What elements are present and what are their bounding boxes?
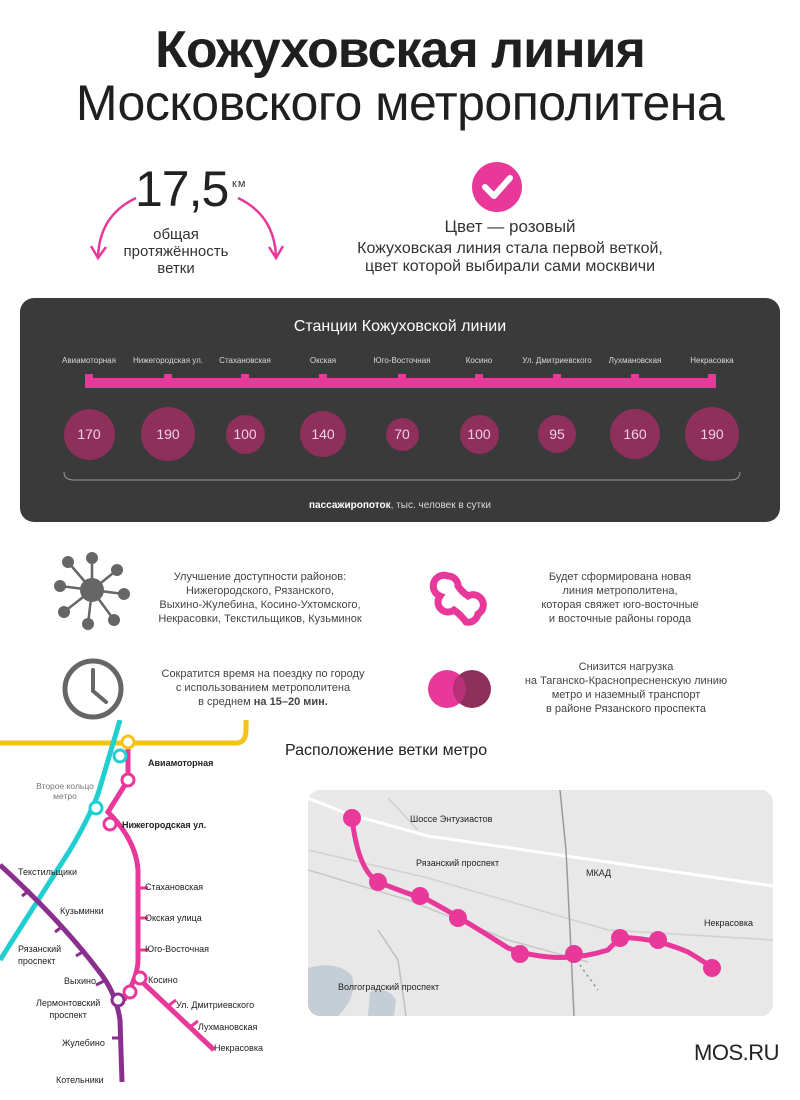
- passenger-flow-caption: пассажиропоток, тыс. человек в сутки: [308, 500, 492, 511]
- map-label-nekrasovka: Некрасовка: [704, 918, 753, 928]
- station-label: Окская: [309, 356, 337, 365]
- scheme-station-lukhmanovskaya: Лухмановская: [198, 1022, 258, 1032]
- feature-new-line: Будет сформирована новая линия метрополитена, которая свяжет юго-восточные и восточные районы города: [541, 571, 699, 625]
- map-label-shosse: Шоссе Энтузиастов: [410, 814, 493, 824]
- passenger-circle: [386, 418, 419, 451]
- scheme-station-dmitrievskogo: Ул. Дмитриевского: [176, 1000, 255, 1010]
- passenger-circle: [141, 407, 195, 461]
- mosru-logo: MOS.RU: [694, 1040, 779, 1065]
- color-title: Цвет — розовый: [444, 217, 576, 236]
- passenger-value: 70: [394, 426, 410, 442]
- stations-panel-title: Станции Кожуховской линии: [293, 318, 507, 335]
- passenger-circle: [226, 415, 265, 454]
- passenger-circle: [300, 411, 346, 457]
- station-label: Юго-Восточная: [373, 356, 431, 365]
- passenger-circle: [538, 415, 576, 453]
- station-label: Косино: [465, 356, 493, 365]
- passenger-circle: [64, 409, 115, 460]
- station-label: Нижегородская ул.: [132, 356, 204, 365]
- passenger-value: 140: [311, 426, 335, 442]
- checkmark-icon: [470, 160, 524, 214]
- bracket: [60, 470, 744, 490]
- scheme-station-aviamotornaya: Авиамоторная: [148, 758, 214, 768]
- feature-travel-time: Сократится время на поездку по городу с использованием метрополитена в среднем на 15–20 мин.: [161, 668, 365, 708]
- chain-link-icon: [428, 566, 496, 632]
- scheme-station-nizhegorodskaya: Нижегородская ул.: [122, 820, 207, 830]
- scheme-station-vykhino: Выхино: [64, 976, 96, 986]
- station-label: Лухмановская: [608, 356, 662, 365]
- overlap-circles-icon: [426, 668, 496, 710]
- location-map: [308, 790, 773, 1016]
- scheme-station-kotelniki: Котельники: [56, 1075, 104, 1085]
- passenger-value: 190: [700, 426, 724, 442]
- scheme-station-kosino: Косино: [148, 975, 178, 985]
- scheme-station-ryazansky: Рязанский проспект: [18, 944, 62, 966]
- line-bar: [80, 372, 720, 394]
- passenger-value: 190: [156, 426, 180, 442]
- map-label-ryazansky: Рязанский проспект: [416, 858, 500, 868]
- scheme-station-tekstilshchiki: Текстильщики: [18, 867, 78, 877]
- map-title: Расположение ветки метро: [285, 742, 488, 759]
- scheme-station-lermontovsky: Лермонтовский проспект: [36, 998, 101, 1020]
- passenger-circle: [610, 409, 660, 459]
- station-label: Некрасовка: [690, 356, 734, 365]
- length-value: 17,5: [135, 161, 229, 217]
- page-subtitle: Московского метрополитена: [75, 75, 725, 131]
- length-description: общая протяжённость ветки: [123, 226, 229, 277]
- scheme-station-nekrasovka: Некрасовка: [214, 1043, 263, 1053]
- passenger-value: 100: [233, 426, 257, 442]
- scheme-station-yugo-vostochnaya: Юго-Восточная: [145, 944, 210, 954]
- scheme-station-stakhanovskaya: Стахановская: [145, 882, 204, 892]
- station-label: Авиамоторная: [62, 356, 116, 365]
- scheme-station-zhulebino: Жулебино: [62, 1038, 105, 1048]
- passenger-circle: [685, 407, 739, 461]
- station-label: Стахановская: [219, 356, 271, 365]
- scheme-ring-label: Второе кольцо метро: [36, 781, 94, 801]
- clock-icon: [60, 656, 126, 722]
- feature-load-reduction: Снизится нагрузка на Таганско-Краснопресненскую линию метро и наземный транспорт в районе Рязанского проспекта: [524, 661, 728, 715]
- passenger-value: 170: [77, 426, 101, 442]
- passenger-value: 160: [623, 426, 647, 442]
- passenger-circle: [460, 415, 499, 454]
- network-hub-icon: [52, 550, 132, 630]
- feature-accessibility: Улучшение доступности районов: Нижегородского, Рязанского, Выхино-Жулебина, Косино-Ухтомского, Некрасовки, Текстильщиков, Кузьминок: [158, 571, 362, 625]
- passenger-value: 100: [467, 426, 491, 442]
- scheme-station-kuzminki: Кузьминки: [60, 906, 104, 916]
- scheme-station-okskaya: Окская улица: [145, 913, 202, 923]
- map-label-volgogradsky: Волгоградский проспект: [338, 982, 440, 992]
- station-label: Ул. Дмитриевского: [522, 356, 592, 365]
- page-title: Кожуховская линия: [155, 21, 645, 79]
- color-description: Кожуховская линия стала первой веткой, цвет которой выбирали сами москвичи: [357, 240, 663, 275]
- map-label-mkad: МКАД: [586, 868, 612, 878]
- length-unit: км: [232, 178, 247, 190]
- passenger-value: 95: [549, 426, 565, 442]
